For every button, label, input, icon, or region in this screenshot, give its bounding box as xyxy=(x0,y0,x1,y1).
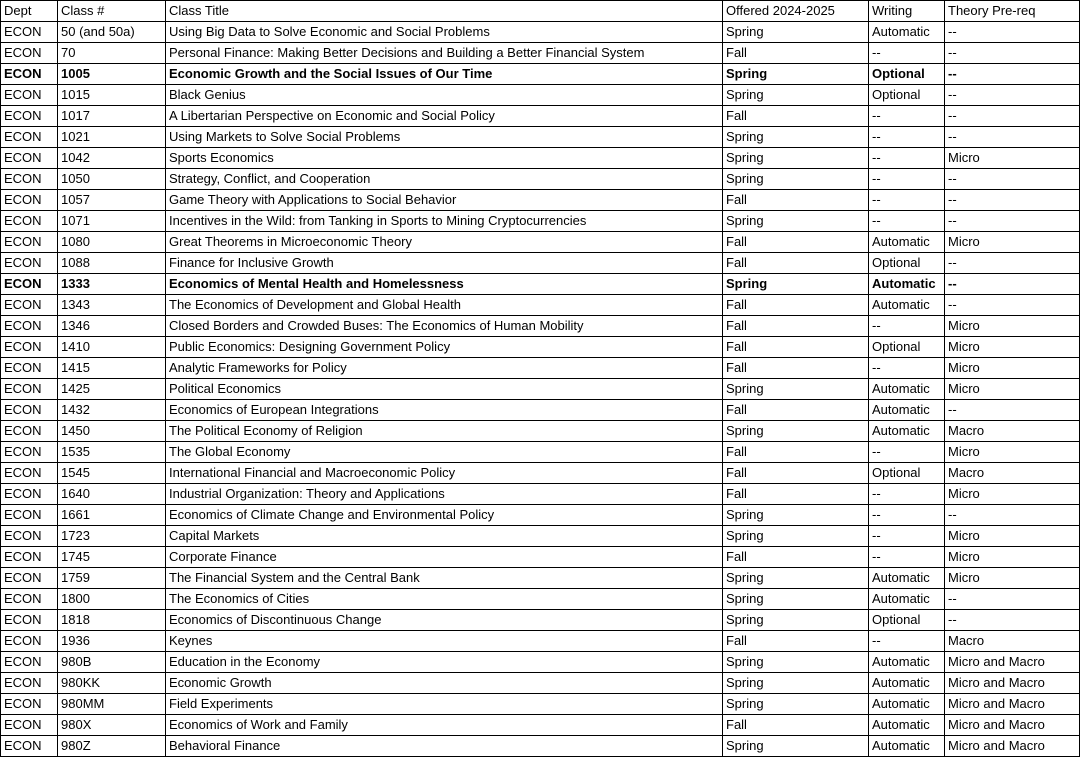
table-row xyxy=(1,316,1080,337)
cell-class-number: 1343 xyxy=(58,295,166,316)
header-offered: Offered 2024-2025 xyxy=(723,1,869,22)
cell-theory-prereq: -- xyxy=(945,127,1080,148)
cell-class-number: 50 (and 50a) xyxy=(58,22,166,43)
cell-class-number: 1042 xyxy=(58,148,166,169)
cell-dept: ECON xyxy=(1,442,58,463)
cell-class-number: 1346 xyxy=(58,316,166,337)
cell-class-number: 1088 xyxy=(58,253,166,274)
cell-writing: -- xyxy=(869,526,945,547)
cell-theory-prereq: Micro xyxy=(945,568,1080,589)
cell-offered: Spring xyxy=(723,421,869,442)
cell-dept: ECON xyxy=(1,232,58,253)
cell-offered: Fall xyxy=(723,484,869,505)
cell-theory-prereq: -- xyxy=(945,253,1080,274)
cell-dept: ECON xyxy=(1,379,58,400)
cell-class-number: 980Z xyxy=(58,736,166,757)
cell-theory-prereq: -- xyxy=(945,211,1080,232)
cell-theory-prereq: -- xyxy=(945,43,1080,64)
cell-dept: ECON xyxy=(1,169,58,190)
cell-dept: ECON xyxy=(1,85,58,106)
cell-offered: Fall xyxy=(723,547,869,568)
cell-offered: Fall xyxy=(723,400,869,421)
cell-writing: Automatic xyxy=(869,421,945,442)
cell-offered: Spring xyxy=(723,673,869,694)
table-row xyxy=(1,547,1080,568)
cell-dept: ECON xyxy=(1,589,58,610)
cell-class-title: Economics of Climate Change and Environmental Policy xyxy=(166,505,723,526)
cell-offered: Spring xyxy=(723,568,869,589)
cell-class-title: Black Genius xyxy=(166,85,723,106)
cell-writing: -- xyxy=(869,547,945,568)
cell-dept: ECON xyxy=(1,400,58,421)
cell-theory-prereq: -- xyxy=(945,85,1080,106)
cell-writing: Optional xyxy=(869,463,945,484)
cell-class-number: 980B xyxy=(58,652,166,673)
cell-theory-prereq: -- xyxy=(945,400,1080,421)
table-row xyxy=(1,253,1080,274)
cell-class-number: 1005 xyxy=(58,64,166,85)
cell-class-title: Great Theorems in Microeconomic Theory xyxy=(166,232,723,253)
cell-class-title: International Financial and Macroeconomic Policy xyxy=(166,463,723,484)
cell-theory-prereq: Micro xyxy=(945,547,1080,568)
cell-dept: ECON xyxy=(1,295,58,316)
cell-dept: ECON xyxy=(1,736,58,757)
cell-class-number: 1021 xyxy=(58,127,166,148)
cell-theory-prereq: Macro xyxy=(945,463,1080,484)
cell-writing: Automatic xyxy=(869,232,945,253)
cell-class-number: 1936 xyxy=(58,631,166,652)
cell-class-number: 1818 xyxy=(58,610,166,631)
cell-class-number: 1410 xyxy=(58,337,166,358)
cell-writing: Optional xyxy=(869,253,945,274)
cell-dept: ECON xyxy=(1,190,58,211)
cell-class-number: 1050 xyxy=(58,169,166,190)
cell-class-number: 980KK xyxy=(58,673,166,694)
cell-class-title: Incentives in the Wild: from Tanking in Sports to Mining Cryptocurrencies xyxy=(166,211,723,232)
cell-offered: Fall xyxy=(723,43,869,64)
header-writing: Writing xyxy=(869,1,945,22)
cell-writing: -- xyxy=(869,505,945,526)
cell-writing: -- xyxy=(869,442,945,463)
table-row xyxy=(1,652,1080,673)
cell-class-number: 1071 xyxy=(58,211,166,232)
cell-class-title: Analytic Frameworks for Policy xyxy=(166,358,723,379)
cell-class-number: 1017 xyxy=(58,106,166,127)
cell-theory-prereq: Macro xyxy=(945,421,1080,442)
cell-writing: -- xyxy=(869,358,945,379)
cell-theory-prereq: Micro and Macro xyxy=(945,715,1080,736)
cell-theory-prereq: -- xyxy=(945,589,1080,610)
cell-dept: ECON xyxy=(1,106,58,127)
cell-class-title: Using Big Data to Solve Economic and Social Problems xyxy=(166,22,723,43)
cell-class-title: Economics of Mental Health and Homelessness xyxy=(166,274,723,295)
cell-class-number: 1080 xyxy=(58,232,166,253)
table-row xyxy=(1,442,1080,463)
table-row xyxy=(1,568,1080,589)
cell-offered: Spring xyxy=(723,589,869,610)
cell-theory-prereq: Macro xyxy=(945,631,1080,652)
cell-offered: Fall xyxy=(723,232,869,253)
cell-dept: ECON xyxy=(1,274,58,295)
cell-writing: -- xyxy=(869,127,945,148)
cell-writing: -- xyxy=(869,106,945,127)
cell-offered: Fall xyxy=(723,442,869,463)
cell-theory-prereq: -- xyxy=(945,610,1080,631)
cell-dept: ECON xyxy=(1,715,58,736)
cell-class-title: Education in the Economy xyxy=(166,652,723,673)
header-row xyxy=(1,1,1080,22)
cell-dept: ECON xyxy=(1,568,58,589)
cell-writing: Automatic xyxy=(869,652,945,673)
cell-dept: ECON xyxy=(1,547,58,568)
cell-class-number: 980MM xyxy=(58,694,166,715)
cell-dept: ECON xyxy=(1,505,58,526)
table-row xyxy=(1,85,1080,106)
cell-class-title: The Global Economy xyxy=(166,442,723,463)
cell-class-number: 1661 xyxy=(58,505,166,526)
cell-theory-prereq: -- xyxy=(945,274,1080,295)
cell-class-number: 1432 xyxy=(58,400,166,421)
cell-class-number: 1759 xyxy=(58,568,166,589)
table-row xyxy=(1,631,1080,652)
cell-writing: Optional xyxy=(869,337,945,358)
cell-dept: ECON xyxy=(1,484,58,505)
table-row xyxy=(1,484,1080,505)
cell-class-title: Keynes xyxy=(166,631,723,652)
table-row xyxy=(1,421,1080,442)
cell-dept: ECON xyxy=(1,337,58,358)
cell-writing: Automatic xyxy=(869,568,945,589)
cell-class-title: Corporate Finance xyxy=(166,547,723,568)
cell-class-title: Behavioral Finance xyxy=(166,736,723,757)
table-row xyxy=(1,526,1080,547)
cell-class-number: 1450 xyxy=(58,421,166,442)
cell-class-number: 1333 xyxy=(58,274,166,295)
cell-class-title: Using Markets to Solve Social Problems xyxy=(166,127,723,148)
cell-class-number: 1057 xyxy=(58,190,166,211)
cell-offered: Spring xyxy=(723,379,869,400)
cell-theory-prereq: Micro xyxy=(945,484,1080,505)
table-row xyxy=(1,610,1080,631)
cell-dept: ECON xyxy=(1,610,58,631)
cell-dept: ECON xyxy=(1,64,58,85)
cell-class-title: The Political Economy of Religion xyxy=(166,421,723,442)
cell-writing: Optional xyxy=(869,610,945,631)
cell-class-title: Industrial Organization: Theory and Applications xyxy=(166,484,723,505)
cell-class-title: Economics of Discontinuous Change xyxy=(166,610,723,631)
cell-theory-prereq: Micro and Macro xyxy=(945,652,1080,673)
cell-class-number: 1800 xyxy=(58,589,166,610)
cell-writing: -- xyxy=(869,484,945,505)
cell-class-title: Strategy, Conflict, and Cooperation xyxy=(166,169,723,190)
table-row xyxy=(1,22,1080,43)
cell-class-title: Finance for Inclusive Growth xyxy=(166,253,723,274)
cell-theory-prereq: -- xyxy=(945,295,1080,316)
cell-offered: Fall xyxy=(723,316,869,337)
cell-class-title: Economic Growth xyxy=(166,673,723,694)
cell-class-title: Economics of European Integrations xyxy=(166,400,723,421)
cell-offered: Spring xyxy=(723,505,869,526)
cell-writing: Automatic xyxy=(869,715,945,736)
table-row xyxy=(1,211,1080,232)
cell-writing: Automatic xyxy=(869,379,945,400)
table-row xyxy=(1,463,1080,484)
cell-writing: Optional xyxy=(869,64,945,85)
cell-theory-prereq: Micro xyxy=(945,526,1080,547)
cell-dept: ECON xyxy=(1,652,58,673)
cell-offered: Spring xyxy=(723,127,869,148)
cell-theory-prereq: Micro xyxy=(945,358,1080,379)
table-row xyxy=(1,148,1080,169)
cell-dept: ECON xyxy=(1,673,58,694)
cell-dept: ECON xyxy=(1,358,58,379)
cell-class-title: Personal Finance: Making Better Decisions and Building a Better Financial System xyxy=(166,43,723,64)
cell-writing: Automatic xyxy=(869,673,945,694)
cell-class-title: Game Theory with Applications to Social Behavior xyxy=(166,190,723,211)
table-row xyxy=(1,694,1080,715)
cell-theory-prereq: Micro xyxy=(945,442,1080,463)
cell-offered: Fall xyxy=(723,463,869,484)
cell-theory-prereq: Micro and Macro xyxy=(945,694,1080,715)
cell-class-number: 1425 xyxy=(58,379,166,400)
cell-class-number: 980X xyxy=(58,715,166,736)
cell-offered: Spring xyxy=(723,526,869,547)
table-row xyxy=(1,337,1080,358)
cell-class-number: 1640 xyxy=(58,484,166,505)
cell-offered: Fall xyxy=(723,106,869,127)
cell-theory-prereq: Micro and Macro xyxy=(945,736,1080,757)
cell-class-number: 1745 xyxy=(58,547,166,568)
cell-offered: Fall xyxy=(723,358,869,379)
cell-theory-prereq: Micro xyxy=(945,337,1080,358)
table-row xyxy=(1,106,1080,127)
cell-dept: ECON xyxy=(1,421,58,442)
cell-class-title: Field Experiments xyxy=(166,694,723,715)
cell-dept: ECON xyxy=(1,22,58,43)
table-row xyxy=(1,505,1080,526)
cell-writing: -- xyxy=(869,148,945,169)
cell-offered: Spring xyxy=(723,169,869,190)
cell-offered: Fall xyxy=(723,715,869,736)
table-row xyxy=(1,127,1080,148)
cell-dept: ECON xyxy=(1,43,58,64)
cell-writing: -- xyxy=(869,211,945,232)
cell-dept: ECON xyxy=(1,211,58,232)
cell-offered: Fall xyxy=(723,295,869,316)
cell-offered: Spring xyxy=(723,652,869,673)
header-class-number: Class # xyxy=(58,1,166,22)
cell-class-title: Sports Economics xyxy=(166,148,723,169)
cell-offered: Spring xyxy=(723,610,869,631)
cell-class-title: Capital Markets xyxy=(166,526,723,547)
cell-theory-prereq: Micro and Macro xyxy=(945,673,1080,694)
cell-class-number: 1723 xyxy=(58,526,166,547)
header-class-title: Class Title xyxy=(166,1,723,22)
cell-writing: -- xyxy=(869,631,945,652)
cell-theory-prereq: Micro xyxy=(945,379,1080,400)
cell-class-title: Political Economics xyxy=(166,379,723,400)
table-row xyxy=(1,736,1080,757)
cell-class-number: 70 xyxy=(58,43,166,64)
cell-writing: -- xyxy=(869,316,945,337)
cell-theory-prereq: Micro xyxy=(945,316,1080,337)
cell-theory-prereq: Micro xyxy=(945,232,1080,253)
table-row xyxy=(1,400,1080,421)
cell-writing: Automatic xyxy=(869,589,945,610)
table-row xyxy=(1,295,1080,316)
cell-offered: Spring xyxy=(723,85,869,106)
table-row xyxy=(1,379,1080,400)
cell-class-title: Economics of Work and Family xyxy=(166,715,723,736)
table-row xyxy=(1,673,1080,694)
cell-writing: Optional xyxy=(869,85,945,106)
cell-class-number: 1015 xyxy=(58,85,166,106)
cell-dept: ECON xyxy=(1,631,58,652)
cell-writing: Automatic xyxy=(869,400,945,421)
cell-class-title: A Libertarian Perspective on Economic and Social Policy xyxy=(166,106,723,127)
cell-class-number: 1535 xyxy=(58,442,166,463)
cell-class-number: 1545 xyxy=(58,463,166,484)
cell-class-number: 1415 xyxy=(58,358,166,379)
table-row xyxy=(1,232,1080,253)
table-row xyxy=(1,43,1080,64)
table-row xyxy=(1,64,1080,85)
table-row xyxy=(1,190,1080,211)
cell-theory-prereq: -- xyxy=(945,505,1080,526)
table-row xyxy=(1,274,1080,295)
cell-dept: ECON xyxy=(1,463,58,484)
cell-writing: Automatic xyxy=(869,694,945,715)
cell-writing: Automatic xyxy=(869,736,945,757)
table-row xyxy=(1,358,1080,379)
header-dept: Dept xyxy=(1,1,58,22)
cell-writing: -- xyxy=(869,169,945,190)
table-row xyxy=(1,589,1080,610)
cell-dept: ECON xyxy=(1,127,58,148)
cell-offered: Fall xyxy=(723,631,869,652)
table-row xyxy=(1,715,1080,736)
cell-writing: Automatic xyxy=(869,274,945,295)
cell-class-title: Public Economics: Designing Government Policy xyxy=(166,337,723,358)
cell-theory-prereq: -- xyxy=(945,64,1080,85)
cell-offered: Spring xyxy=(723,148,869,169)
cell-offered: Spring xyxy=(723,64,869,85)
cell-writing: Automatic xyxy=(869,295,945,316)
cell-class-title: The Financial System and the Central Bank xyxy=(166,568,723,589)
cell-theory-prereq: -- xyxy=(945,190,1080,211)
cell-class-title: Closed Borders and Crowded Buses: The Economics of Human Mobility xyxy=(166,316,723,337)
cell-class-title: Economic Growth and the Social Issues of Our Time xyxy=(166,64,723,85)
cell-dept: ECON xyxy=(1,694,58,715)
cell-offered: Spring xyxy=(723,22,869,43)
cell-theory-prereq: Micro xyxy=(945,148,1080,169)
cell-theory-prereq: -- xyxy=(945,169,1080,190)
header-theory-prereq: Theory Pre-req xyxy=(945,1,1080,22)
cell-offered: Fall xyxy=(723,253,869,274)
cell-dept: ECON xyxy=(1,253,58,274)
cell-writing: -- xyxy=(869,190,945,211)
cell-class-title: The Economics of Cities xyxy=(166,589,723,610)
cell-offered: Spring xyxy=(723,736,869,757)
cell-dept: ECON xyxy=(1,316,58,337)
cell-dept: ECON xyxy=(1,526,58,547)
cell-offered: Fall xyxy=(723,337,869,358)
cell-class-title: The Economics of Development and Global Health xyxy=(166,295,723,316)
cell-writing: Automatic xyxy=(869,22,945,43)
cell-theory-prereq: -- xyxy=(945,106,1080,127)
table-row xyxy=(1,169,1080,190)
cell-offered: Fall xyxy=(723,190,869,211)
cell-writing: -- xyxy=(869,43,945,64)
cell-offered: Spring xyxy=(723,694,869,715)
cell-offered: Spring xyxy=(723,211,869,232)
cell-offered: Spring xyxy=(723,274,869,295)
cell-dept: ECON xyxy=(1,148,58,169)
cell-theory-prereq: -- xyxy=(945,22,1080,43)
